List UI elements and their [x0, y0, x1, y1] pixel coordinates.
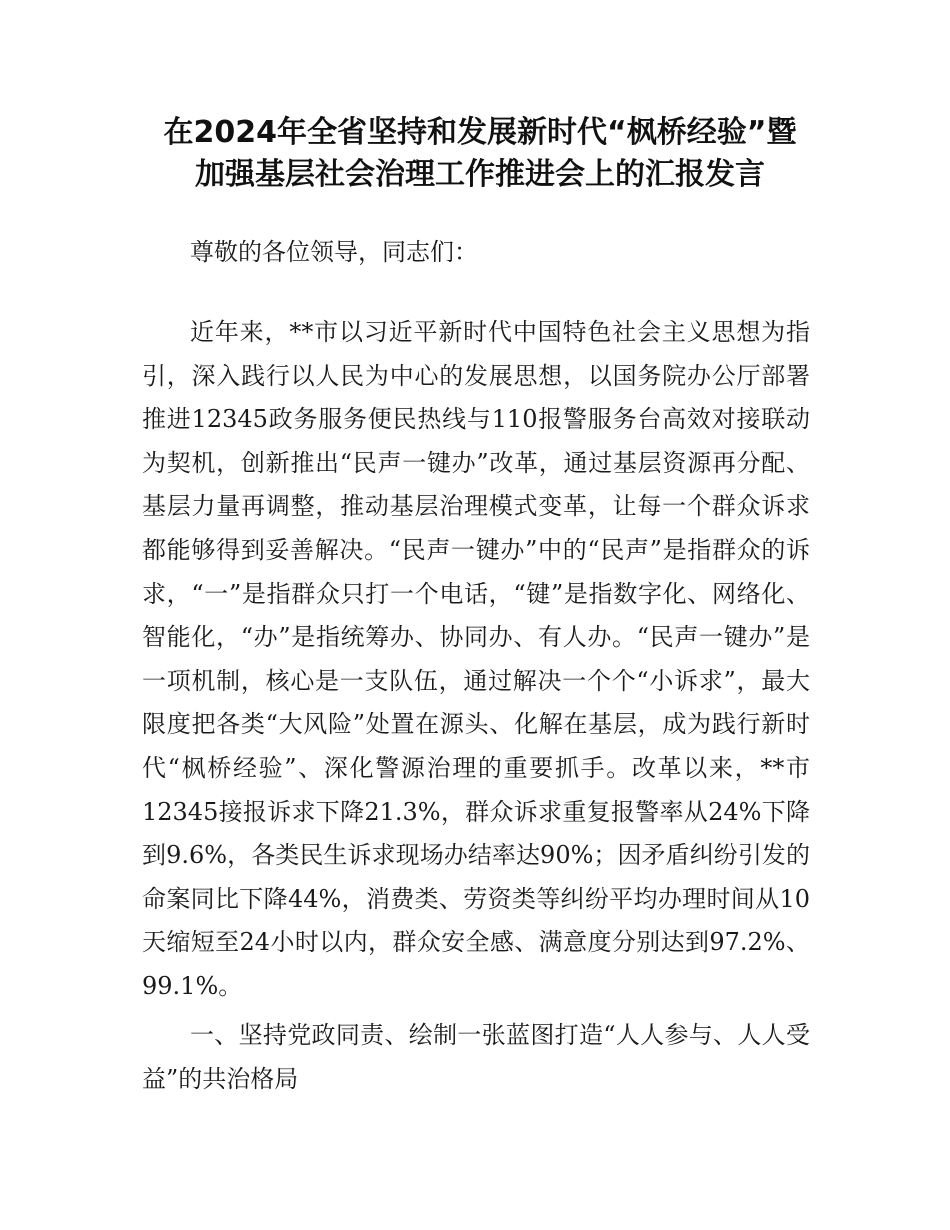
document-title: 在2024年全省坚持和发展新时代“枫桥经验”暨加强基层社会治理工作推进会上的汇报发言 — [163, 115, 797, 192]
section-heading: 一、坚持党政同责、绘制一张蓝图打造“人人参与、人人受益”的共治格局 — [142, 1021, 810, 1093]
body-paragraph: 近年来，**市以习近平新时代中国特色社会主义思想为指引，深入践行以人民为中心的发展思想，以国务院办公厅部署推进12345政务服务便民热线与110报警服务台高效对接联动为契机，创新推出“民声一键办”改革，通过基层资源再分配、基层力量再调整，推动基层治理模式变革，让每一个群众诉求都能够得到妥善解决。“民声一键办”中的“民声”是指群众的诉求，“一”是指群众只打一个电话，“键”是指数字化、网络化、智能化，“办”是指统筹办、协同办、有人办。“民声一键办”是一项机制，核心是一支队伍，通过解决一个个“小诉求”，最大限度把各类“大风险”处置在源头、化解在基层，成为践行新时代“枫桥经验”、深化警源治理的重要抓手。改革以来，**市12345接报诉求下降21.3%，群众诉求重复报警率从24%下降到9.6%，各类民生诉求现场办结率达90%；因矛盾纠纷引发的命案同比下降44%，消费类、劳资类等纠纷平均办理时间从10天缩短至24小时以内，群众安全感、满意度分别达到97.2%、99.1%。 — [142, 318, 810, 1000]
salutation: 尊敬的各位领导，同志们： — [190, 238, 478, 266]
